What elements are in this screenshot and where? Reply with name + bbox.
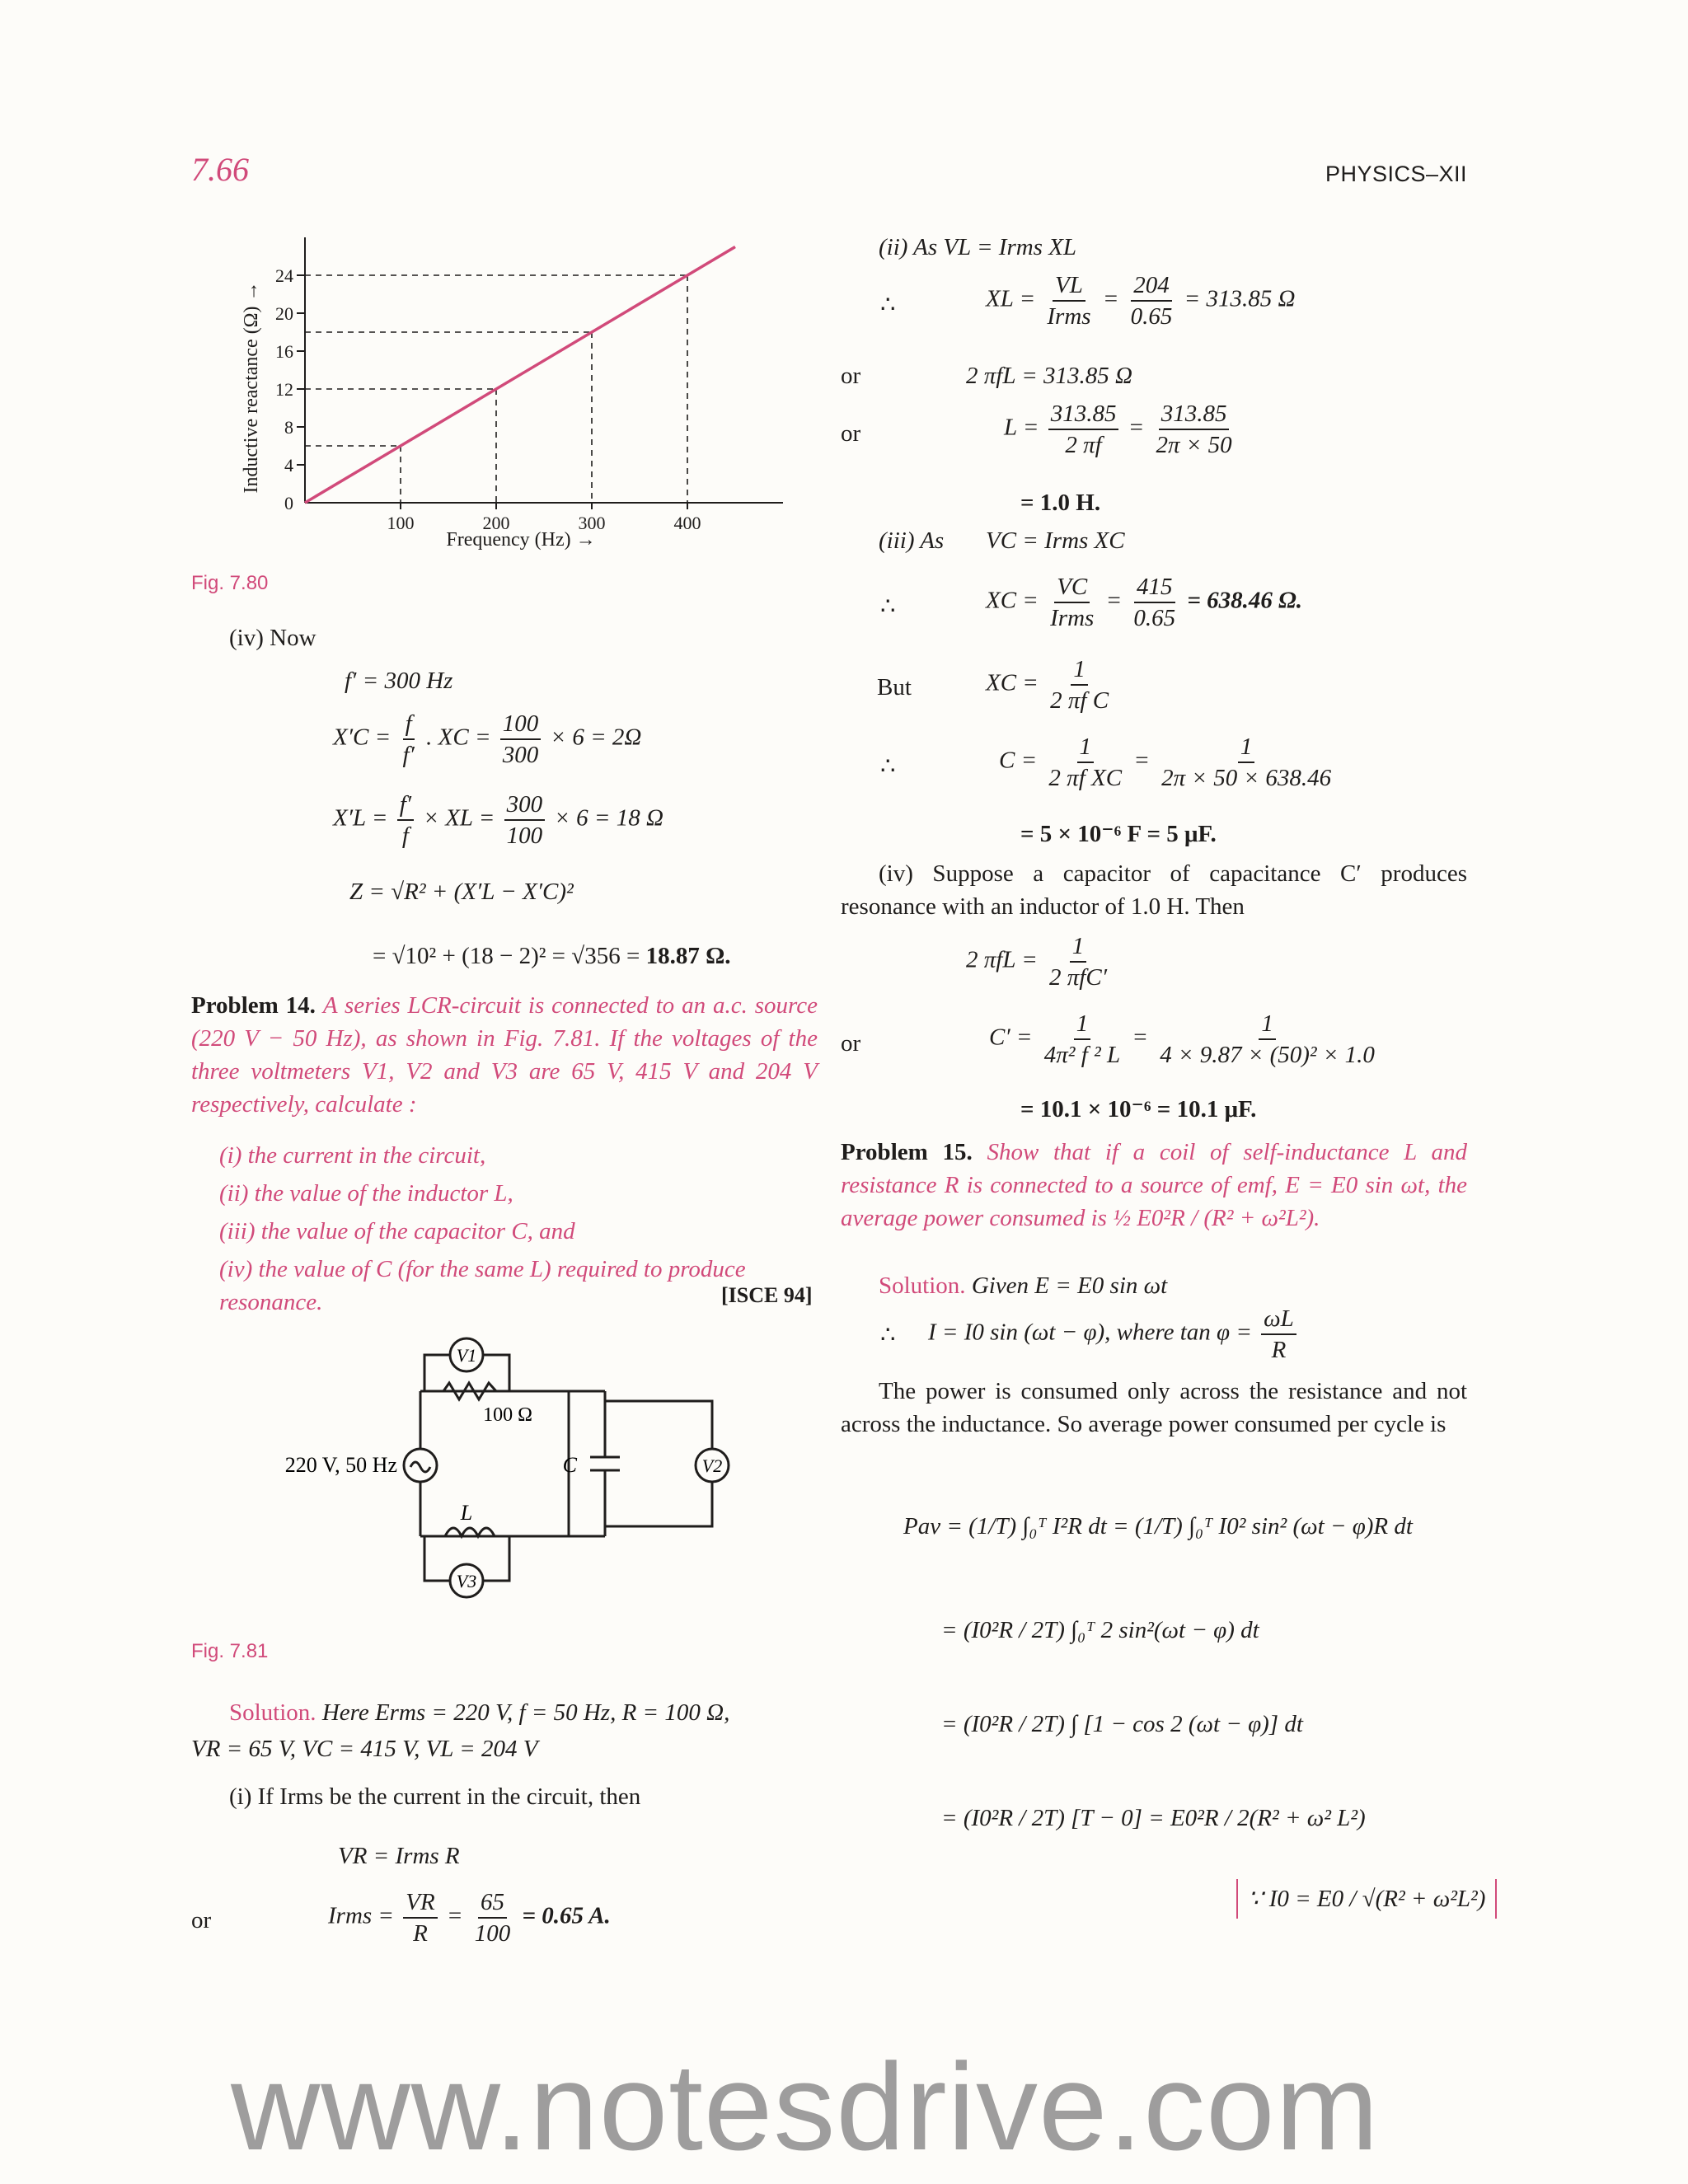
chart-x-tick-label: 300 <box>578 513 606 533</box>
chart-y-tick-label: 20 <box>275 303 293 324</box>
figure-caption-7-81: Fig. 7.81 <box>191 1640 269 1662</box>
therefore-3: ∴ <box>880 753 896 780</box>
c-result: = 5 × 10⁻⁶ F = 5 μF. <box>1020 821 1217 847</box>
source-label: 220 V, 50 Hz <box>284 1453 397 1477</box>
c-prime-result: = 10.1 × 10⁻⁶ = 10.1 μF. <box>1020 1096 1257 1122</box>
chart-x-tick-label: 100 <box>387 513 415 533</box>
xl-prime-eq: X′L = $\frac{f'}{f}$ × XL = $\frac{300}{100}$ × 6 = 18 Ω <box>333 791 663 849</box>
z-eq-1: Z = √R² + (X′L − X′C)² <box>349 879 574 905</box>
therefore-2: ∴ <box>880 593 896 620</box>
v1-label: V1 <box>456 1345 477 1366</box>
or-label-2: or <box>841 363 861 389</box>
ii-heading: (ii) As VL = Irms XL <box>879 234 1077 260</box>
page-number: 7.66 <box>191 151 249 188</box>
c-prime-eq: C′ = $\frac{1}{\text{4π² f ² L}}$ = $\frac{1}{\text{4 × 9.87 × (50)² × 1.0}}$ <box>989 1010 1375 1068</box>
xc-formula: XC = $\frac{1}{\text{2 πf C}}$ <box>986 656 1109 714</box>
l-result: = 1.0 H. <box>1020 490 1101 516</box>
solution-label-14: Solution. Here Erms = 220 V, f = 50 Hz, R = 100 Ω, <box>229 1699 730 1726</box>
chart-x-tick-label: 200 <box>482 513 510 533</box>
item-ii: (ii) the value of the inductor L, <box>219 1180 513 1207</box>
chart-series-line <box>305 247 735 504</box>
chart-y-tick-label: 12 <box>275 379 293 400</box>
f-prime-eq: f′ = 300 Hz <box>345 668 453 694</box>
pav-eq-3: = (I0²R / 2T) ∫ [1 − cos 2 (ωt − φ)] dt <box>941 1711 1303 1737</box>
but-label: But <box>877 674 912 701</box>
xc-eq: XC = $\frac{VC}{\text{Irms}}$ = $\frac{415}{0.65}$ = 638.46 Ω. <box>986 574 1303 631</box>
item-iv: (iv) the value of C (for the same L) required to produce resonance. <box>219 1256 746 1315</box>
lcr-circuit-diagram <box>264 1319 758 1599</box>
iii-heading: (iii) As <box>879 527 945 554</box>
power-paragraph: The power is consumed only across the resistance and not across the inductance. So average power consumed per cycle is <box>841 1378 1467 1437</box>
chart-y-tick-label: 16 <box>275 341 293 362</box>
chart-y-tick-label: 0 <box>284 493 293 513</box>
pav-eq-1: Pav = (1/T) ∫₀ᵀ I²R dt = (1/T) ∫₀ᵀ I0² sin² (ωt − φ)R dt <box>903 1513 1413 1540</box>
reactance-chart <box>223 223 783 569</box>
irms-eq: Irms = $\frac{VR}{R}$ = $\frac{65}{100}$ = 0.65 A. <box>328 1889 611 1947</box>
chart-y-tick-label: 4 <box>284 455 293 476</box>
or-label-4: or <box>841 1030 861 1057</box>
problem-15: Problem 15. Show that if a coil of self-inductance L and resistance R is connected to a source of emf, E = E0 sin ωt, the average power consumed is ½ E0²R / (R² + ω²L²). <box>841 1139 1467 1231</box>
v2-label: V2 <box>701 1455 723 1476</box>
chart-y-tick-label: 8 <box>284 417 293 438</box>
current-eq: I = I0 sin (ωt − φ), where tan φ = $\frac{\omega L}{R}$ <box>928 1304 1300 1365</box>
figure-caption-7-80: Fig. 7.80 <box>191 572 269 594</box>
l-eq: L = $\frac{313.85}{2 \pi f}$ = $\frac{313.85}{2\pi \times 50}$ <box>1004 401 1232 458</box>
vr-eq: VR = Irms R <box>338 1843 460 1869</box>
resistor-label: 100 Ω <box>483 1404 532 1426</box>
chart-y-axis-label: Inductive reactance (Ω) → <box>241 281 262 494</box>
or-label-3: or <box>841 420 861 447</box>
book-title: PHYSICS–XII <box>1325 162 1468 186</box>
pav-eq-2: = (I0²R / 2T) ∫₀ᵀ 2 sin²(ωt − φ) dt <box>941 1617 1259 1643</box>
resonance-eq: 2 πfL = $\frac{1}{\text{2 πfC′}}$ <box>966 933 1108 991</box>
solution-label-15: Solution. Given E = E0 sin ωt <box>879 1272 1168 1299</box>
inductor-label: L <box>460 1501 473 1525</box>
xl-eq: XL = $\frac{VL}{\text{Irms}}$ = $\frac{204}{0.65}$ = 313.85 Ω <box>986 272 1296 330</box>
chart-x-axis-label: Frequency (Hz) → <box>446 529 596 551</box>
item-iii: (iii) the value of the capacitor C, and <box>219 1218 575 1244</box>
v3-label: V3 <box>456 1571 477 1591</box>
chart-x-tick-label: 400 <box>673 513 701 533</box>
iv-paragraph: (iv) Suppose a capacitor of capacitance C′ produces resonance with an inductor of 1.0 H. Then <box>841 860 1467 920</box>
or-label-1: or <box>191 1907 212 1933</box>
problem-14: Problem 14. A series LCR-circuit is connected to an a.c. source (220 V − 50 Hz), as shown in Fig. 7.81. If the voltages of the three voltmeters V1, V2 and V3 are 65 V, 415 V and 204 V respectively, calculate : <box>191 992 818 1118</box>
capacitor-label: C <box>562 1453 577 1477</box>
current-statement: (i) If Irms be the current in the circuit, then <box>229 1783 641 1810</box>
iv-now: (iv) Now <box>229 625 316 651</box>
vc-eq: VC = Irms XC <box>986 527 1125 554</box>
pav-eq-4: = (I0²R / 2T) [T − 0] = E0²R / 2(R² + ω² L²) <box>941 1805 1366 1831</box>
chart-y-tick-label: 24 <box>275 265 293 286</box>
xc-prime-eq: X′C = $\frac{f}{f'}$ . XC = $\frac{100}{300}$ × 6 = 2Ω <box>333 710 642 768</box>
solution-given-values: VR = 65 V, VC = 415 V, VL = 204 V <box>191 1736 538 1762</box>
isce-tag: [ISCE 94] <box>721 1283 813 1307</box>
c-eq: C = $\frac{1}{\text{2 πf XC}}$ = $\frac{1}{2\pi \times 50 \times 638.46}$ <box>999 733 1332 791</box>
item-i: (i) the current in the circuit, <box>219 1142 486 1169</box>
watermark: www.notesdrive.com <box>231 2037 1380 2176</box>
current-amplitude-note: ∵ I0 = E0 / √(R² + ω²L²) <box>1236 1879 1497 1919</box>
therefore-4: ∴ <box>880 1322 896 1348</box>
therefore-1: ∴ <box>880 292 896 318</box>
z-eq-2: = √10² + (18 − 2)² = √356 = 18.87 Ω. <box>373 943 731 969</box>
twopifl-eq: 2 πfL = 313.85 Ω <box>966 363 1132 389</box>
